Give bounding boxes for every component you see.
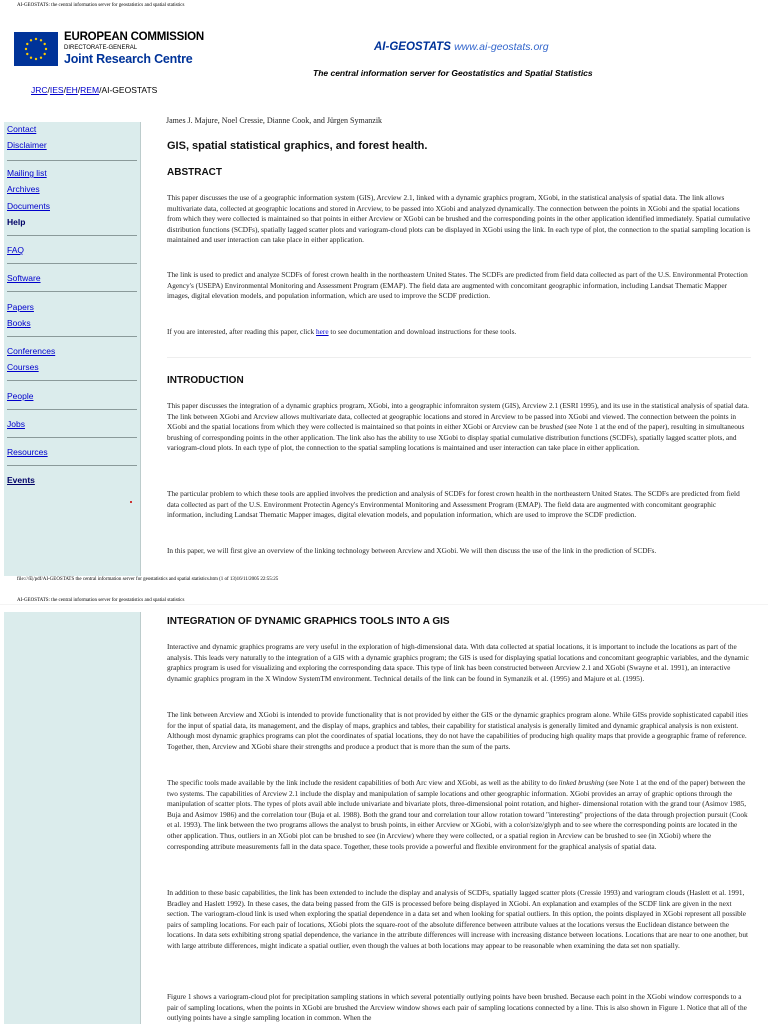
sidebar-item-conferences[interactable]: Conferences [7, 346, 56, 356]
sidebar-item-documents[interactable]: Documents [7, 201, 50, 211]
integration-paragraph-2: The link between Arcview and XGobi is intended to provide functionality that is not provided by either the GIS or the dynamic graphics program alone. While GISs provide sophisticated capabil ities for the input of spatial data, its management, and the display of maps, graphics and tables, their capability for statistical analysis is generally limited and dynamic graphical analysis is non existent. Although most dynamic graphics programs can plot the coordinates of spatial locations, they do not have the capabilities of producing high quality maps that provide a geographic frame of reference. Together, then, Arcview and XGobi share their strengths and produce a product that is more than the sum of the parts. [167, 710, 748, 751]
ec-wordmark[interactable] [64, 31, 204, 66]
integration-paragraph-4: In addition to these basic capabilities, the link has been extended to include the display and analysis of SCDFs, spatially lagged scatter plots (Cressie 1993) and variogram clouds (Haslett et al. 1991, Bradley and Haslett 1992). In these cases, the data being passed from the GIS is processed before being displayed in XGobi. An explanation and examples of the SCDF link are given in the next section. The variogram-cloud link is used when exploring the spatial dependence in a data set and when looking for spatial outliers. In this option, the points displayed in XGobi represent all possible pairs of sampling locations. For each pair of locations, XGobi plots the square-root of the absolute difference between attribute values at the locations versus the Euclidean distance between the locations. In data sets exhibiting strong spatial dependence, the variance in the attribute differences will increase with increasing distance between locations. Locations that are near to one another, but with large attribute differences, might indicate a spatial outlier, even though the values at both locations may appear to be reasonable when examining the data set non spatially. [167, 888, 749, 950]
jrc-title: Joint Research Centre [64, 52, 193, 66]
article-authors: James J. Majure, Noel Cressie, Dianne Cook, and Jürgen Symanzik [166, 116, 383, 125]
breadcrumb-current: AI-GEOSTATS [101, 85, 158, 95]
sidebar-divider [7, 235, 137, 236]
introduction-paragraph-3: In this paper, we will first give an overview of the linking technology between Arcview and XGobi. We will then discuss the use of the link in the prediction of SCDFs. [167, 546, 657, 555]
sidebar-divider [7, 160, 137, 161]
breadcrumb-ies[interactable]: IES [49, 85, 64, 95]
print-footer: file:///E|/pdf/AI-GEOSTATS the central information server for geostatistics and spatial statistics.htm (1 of 13)16/11/2005 22:55:25 [17, 577, 279, 582]
introduction-paragraph-2: The particular problem to which these tools are applied involves the prediction and analysis of SCDFs for forest crown health in the northeastern United States. The SCDFs are predicted from field data collected as part of the U.S. Environment Protectin Agency's Environmental Monitoring and Assessment Program (EMAP). The field data are augmented with concomitant geographic information, including Landsat Thematic Mapper images, digital elevation models, and population information, which are used to improve the SCDF prediction. [167, 489, 740, 520]
breadcrumb-rem[interactable]: REM [80, 85, 100, 95]
introduction-paragraph-1 [167, 401, 751, 454]
integ-p3-text: The specific tools made available by the link include the resident capabilities of both Arc view and XGobi, as well as the ability to do [167, 778, 559, 787]
breadcrumb-jrc[interactable]: JRC [31, 85, 48, 95]
abstract-paragraph-2: The link is used to predict and analyze SCDFs of forest crown health in the northeastern United States. The SCDFs are predicted from field data collected as part of the U.S. Environmental Protection Agency's (USEPA) Environmental Monitoring and Assessment Program (EMAP). The field data are augmented with concomitant geographic information, including Landsat Thematic Mapper images, digital elevation models, and population information, which are used to improve the SCDF prediction. [167, 270, 748, 301]
sidebar-item-mailing-list[interactable]: Mailing list [7, 168, 47, 178]
integration-paragraph-5: Figure 1 shows a variogram-cloud plot for precipitation sampling stations in which several potentially outlying points have been brushed. Because each point in the XGobi window corresponds to a pair of sampling locations, when the points in XGobi are brushed the Arcview window shows each pair of sampling locations connected by a line. This is also shown in Figure 1. Notice that all of the outlying points have a single sampling location in common. When the [167, 992, 747, 1023]
abstract-heading: ABSTRACT [167, 167, 222, 178]
sidebar-item-contact[interactable]: Contact [7, 124, 37, 134]
sidebar-item-papers[interactable]: Papers [7, 302, 34, 312]
sidebar-divider [7, 465, 137, 466]
intro-p1-text: This paper discusses the integration of a dynamic graphics program, XGobi, into a geographic infomraiton system (GIS), Arcview 2.1 (ESRI 1995), and its use in the statistical analysis of spatial data. The link between XGobi and Arcview allows multivariate data, collected at geographic locations and stored in Arcview to be passed into XGobi and viewed. The connection between the points in XGobi and the spatial locations from which they were collected is maintained so that points in either XGobi or Arcview can be [167, 401, 749, 432]
sidebar-item-people[interactable]: People [7, 391, 34, 401]
introduction-heading: INTRODUCTION [167, 375, 244, 386]
sidebar-item-archives[interactable]: Archives [7, 184, 40, 194]
sidebar-item-events[interactable]: Events [7, 475, 35, 485]
sidebar-item-faq[interactable]: FAQ [7, 245, 25, 255]
sidebar-item-resources[interactable]: Resources [7, 447, 48, 457]
sidebar-divider [7, 409, 137, 410]
breadcrumb-eh[interactable]: EH [65, 85, 78, 95]
here-link[interactable]: here [316, 327, 329, 336]
integration-heading: INTEGRATION OF DYNAMIC GRAPHICS TOOLS INTO A GIS [167, 616, 450, 627]
intro-p1-text-cont: (see Note 1 at the end of the paper), resulting in simultaneous brushing of corresponding points in the other application. The link also has the ability to use XGobi to display spatial cumulative distribution functions (SCDFs), spatially lagged scatter plots, and variogram-cloud plots. In each type of plot, the connection to the spatial sampling locations is maintained and user interaction can take place in either application. [167, 422, 745, 453]
sidebar-divider [7, 437, 137, 438]
sidebar-item-jobs[interactable]: Jobs [7, 419, 25, 429]
sidebar-divider [7, 336, 137, 337]
site-brand[interactable] [374, 41, 549, 53]
sidebar-item-software[interactable]: Software [7, 273, 41, 283]
integration-paragraph-3 [167, 778, 751, 852]
decorative-dot [130, 501, 132, 503]
site-tagline: The central information server for Geostatistics and Spatial Statistics [313, 68, 593, 78]
integration-paragraph-1: Interactive and dynamic graphics programs are very useful in the exploration of high-dimensional data. With data collected at spatial locations, it is important to include the locations as part of the analysis. This leads very naturally to the integration of a GIS with a dynamic graphics program; the GIS is used for displaying spatial locations and concomitant geographic variables, and the dynamic graphics program is used for visualizing and exploring the corresponding data space. This type of link has been constructed between Arcview 2.1 and XGobi (Swayne et al. 1991), an interactive dynamic graphics program in the X Window SystemTM environment. Technical details of the link can be found in Symanzik et al. (1995) and Majure et al. (1995). [167, 642, 749, 683]
eu-stars-icon [14, 32, 58, 66]
eu-flag-logo[interactable] [14, 32, 58, 66]
intro-p1-emphasis: brushed [539, 422, 563, 432]
print-header-page-2: AI-GEOSTATS: the central information server for geostatistics and spatial statistics [17, 598, 185, 603]
interest-text-after: to see documentation and download instructions for these tools. [328, 327, 517, 336]
integ-p3-text-cont: (see Note 1 at the end of the paper) between the two systems. The capabilities of Arcview 2.1 include the display and manipulation of sample locations and other geographic information. XGobi provides an array of graphic options through the manipulation of scatter plots. The types of plots avail able include univariate and bivariate plots, three-dimensional point rotation, and higher- dimensional rotation with the grand tour (Asimov 1985, Buja and Asimov 1986) and the correlation tour (Buja et al. 1988). Both the grand tour and correlation tour allow rotation toward "interesting" projections of the data through projection pursuit (Cook et al. 1993). The link between the two programs allows the analyst to brush points, in either Arcview or XGobi, with a color/size/glyph and to see where the corresponding points are located in the other application. Thus, outliers in an XGobi plot can be brushed to see (in Arcview) where they were collected, or a spatial region in Arcview can be brushed to see (in XGobi) where the corresponding attribute measurements fall in the data space. Together, these tools provide a powerful and flexible environment for the graphical analysis of spatial data. [167, 778, 748, 851]
sidebar-item-courses[interactable]: Courses [7, 362, 39, 372]
sidebar-item-help[interactable]: Help [7, 217, 26, 227]
sidebar-divider [7, 380, 137, 381]
article-title: GIS, spatial statistical graphics, and forest health. [167, 140, 428, 152]
sidebar-item-disclaimer[interactable]: Disclaimer [7, 140, 47, 150]
sidebar-divider [7, 291, 137, 292]
page-break [0, 604, 768, 605]
brand-name: AI-GEOSTATS [374, 41, 451, 53]
sidebar-continuation [4, 612, 141, 1024]
integ-p3-emphasis: linked brushing [558, 778, 605, 787]
abstract-paragraph-1: This paper discusses the use of a geographic information system (GIS), Arcview 2.1, linked with a dynamic graphics program, XGobi, in the statistical analysis of spatial data. The link allows multivariate data, collected at geographic locations and stored in Arcview, to be passed into XGobi and analyzed dynamically. The connection between the points in XGobi and the spatial locations from which they were collected is maintained so that points in either Arcview or XGobi can be brushed and the corresponding points in the other application identified immediately. Spatial cumulative distribution functions (SCDFs), spatially lagged scatter plots and variogram-cloud plots can be displayed in XGobi using the link. In each type of plot, the connection to the spatial sampling location is maintained and user interaction can take place in either application. [167, 193, 751, 245]
sidebar [4, 122, 141, 576]
interest-text-before: If you are interested, after reading this paper, click [167, 327, 317, 336]
sidebar-divider [7, 263, 137, 264]
interest-paragraph [167, 327, 751, 338]
brand-url[interactable]: www.ai-geostats.org [454, 41, 549, 53]
ec-dg: DIRECTORATE-GENERAL [64, 45, 138, 51]
ec-title: EUROPEAN COMMISSION [64, 31, 204, 43]
breadcrumb: JRC/IES/EH/REM/AI-GEOSTATS [31, 85, 158, 95]
section-divider [167, 357, 751, 358]
print-header: AI-GEOSTATS: the central information server for geostatistics and spatial statistics [17, 3, 185, 8]
sidebar-item-books[interactable]: Books [7, 318, 31, 328]
